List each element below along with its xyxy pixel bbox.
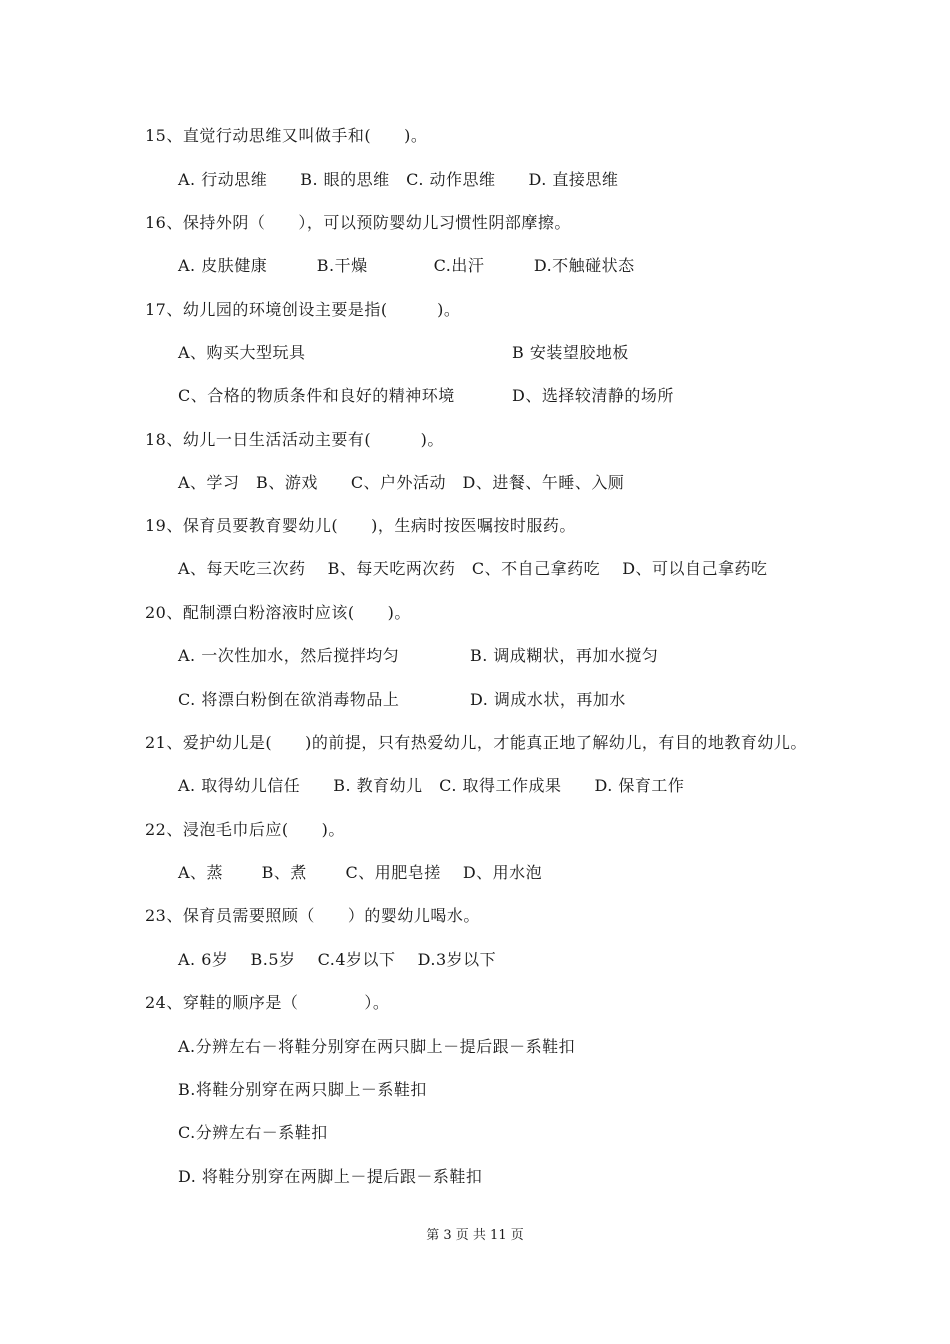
question-17-option-b: B 安装望胶地板 bbox=[512, 343, 629, 362]
question-16-stem: 16、保持外阴（ ），可以预防婴幼儿习惯性阴部摩擦。 bbox=[145, 213, 571, 232]
question-18-options: A、学习 B、游戏 C、户外活动 D、进餐、午睡、入厕 bbox=[178, 473, 625, 492]
question-22-options: A、蒸 B、煮 C、用肥皂搓 D、用水泡 bbox=[178, 863, 543, 882]
question-18-stem: 18、幼儿一日生活活动主要有( )。 bbox=[145, 430, 444, 449]
question-21-stem: 21、爱护幼儿是( )的前提，只有热爱幼儿，才能真正地了解幼儿，有目的地教育幼儿。 bbox=[145, 733, 807, 752]
question-23-stem: 23、保育员需要照顾（ ）的婴幼儿喝水。 bbox=[145, 906, 480, 925]
question-22-stem: 22、浸泡毛巾后应( )。 bbox=[145, 820, 345, 839]
question-24-option-d: D. 将鞋分别穿在两脚上－提后跟－系鞋扣 bbox=[178, 1167, 483, 1186]
question-24-option-b: B.将鞋分别穿在两只脚上－系鞋扣 bbox=[178, 1080, 427, 1099]
question-20-option-a: A. 一次性加水，然后搅拌均匀 bbox=[178, 646, 400, 665]
question-19-stem: 19、保育员要教育婴幼儿( )，生病时按医嘱按时服药。 bbox=[145, 516, 576, 535]
question-24-option-a: A.分辨左右－将鞋分别穿在两只脚上－提后跟－系鞋扣 bbox=[178, 1037, 576, 1056]
question-17-option-a: A、购买大型玩具 bbox=[178, 343, 306, 362]
question-21-options: A. 取得幼儿信任 B. 教育幼儿 C. 取得工作成果 D. 保育工作 bbox=[178, 776, 685, 795]
question-24-option-c: C.分辨左右－系鞋扣 bbox=[178, 1123, 328, 1142]
question-17-option-c: C、合格的物质条件和良好的精神环境 bbox=[178, 386, 455, 405]
question-20-option-c: C. 将漂白粉倒在欲消毒物品上 bbox=[178, 690, 400, 709]
question-16-options: A. 皮肤健康 B.干燥 C.出汗 D.不触碰状态 bbox=[178, 256, 635, 275]
question-20-option-d: D. 调成水状，再加水 bbox=[470, 690, 626, 709]
question-23-options: A. 6岁 B.5岁 C.4岁以下 D.3岁以下 bbox=[178, 950, 497, 969]
question-19-options: A、每天吃三次药 B、每天吃两次药 C、不自己拿药吃 D、可以自己拿药吃 bbox=[178, 559, 768, 578]
page-number-footer: 第 3 页 共 11 页 bbox=[426, 1228, 524, 1243]
question-24-stem: 24、穿鞋的顺序是（ ）。 bbox=[145, 993, 390, 1012]
question-20-option-b: B. 调成糊状，再加水搅匀 bbox=[470, 646, 659, 665]
question-17-option-d: D、选择较清静的场所 bbox=[512, 386, 674, 405]
question-15-stem: 15、直觉行动思维又叫做手和( )。 bbox=[145, 126, 428, 145]
question-20-stem: 20、配制漂白粉溶液时应该( )。 bbox=[145, 603, 411, 622]
question-15-options: A. 行动思维 B. 眼的思维 C. 动作思维 D. 直接思维 bbox=[178, 170, 619, 189]
question-17-stem: 17、幼儿园的环境创设主要是指( )。 bbox=[145, 300, 461, 319]
